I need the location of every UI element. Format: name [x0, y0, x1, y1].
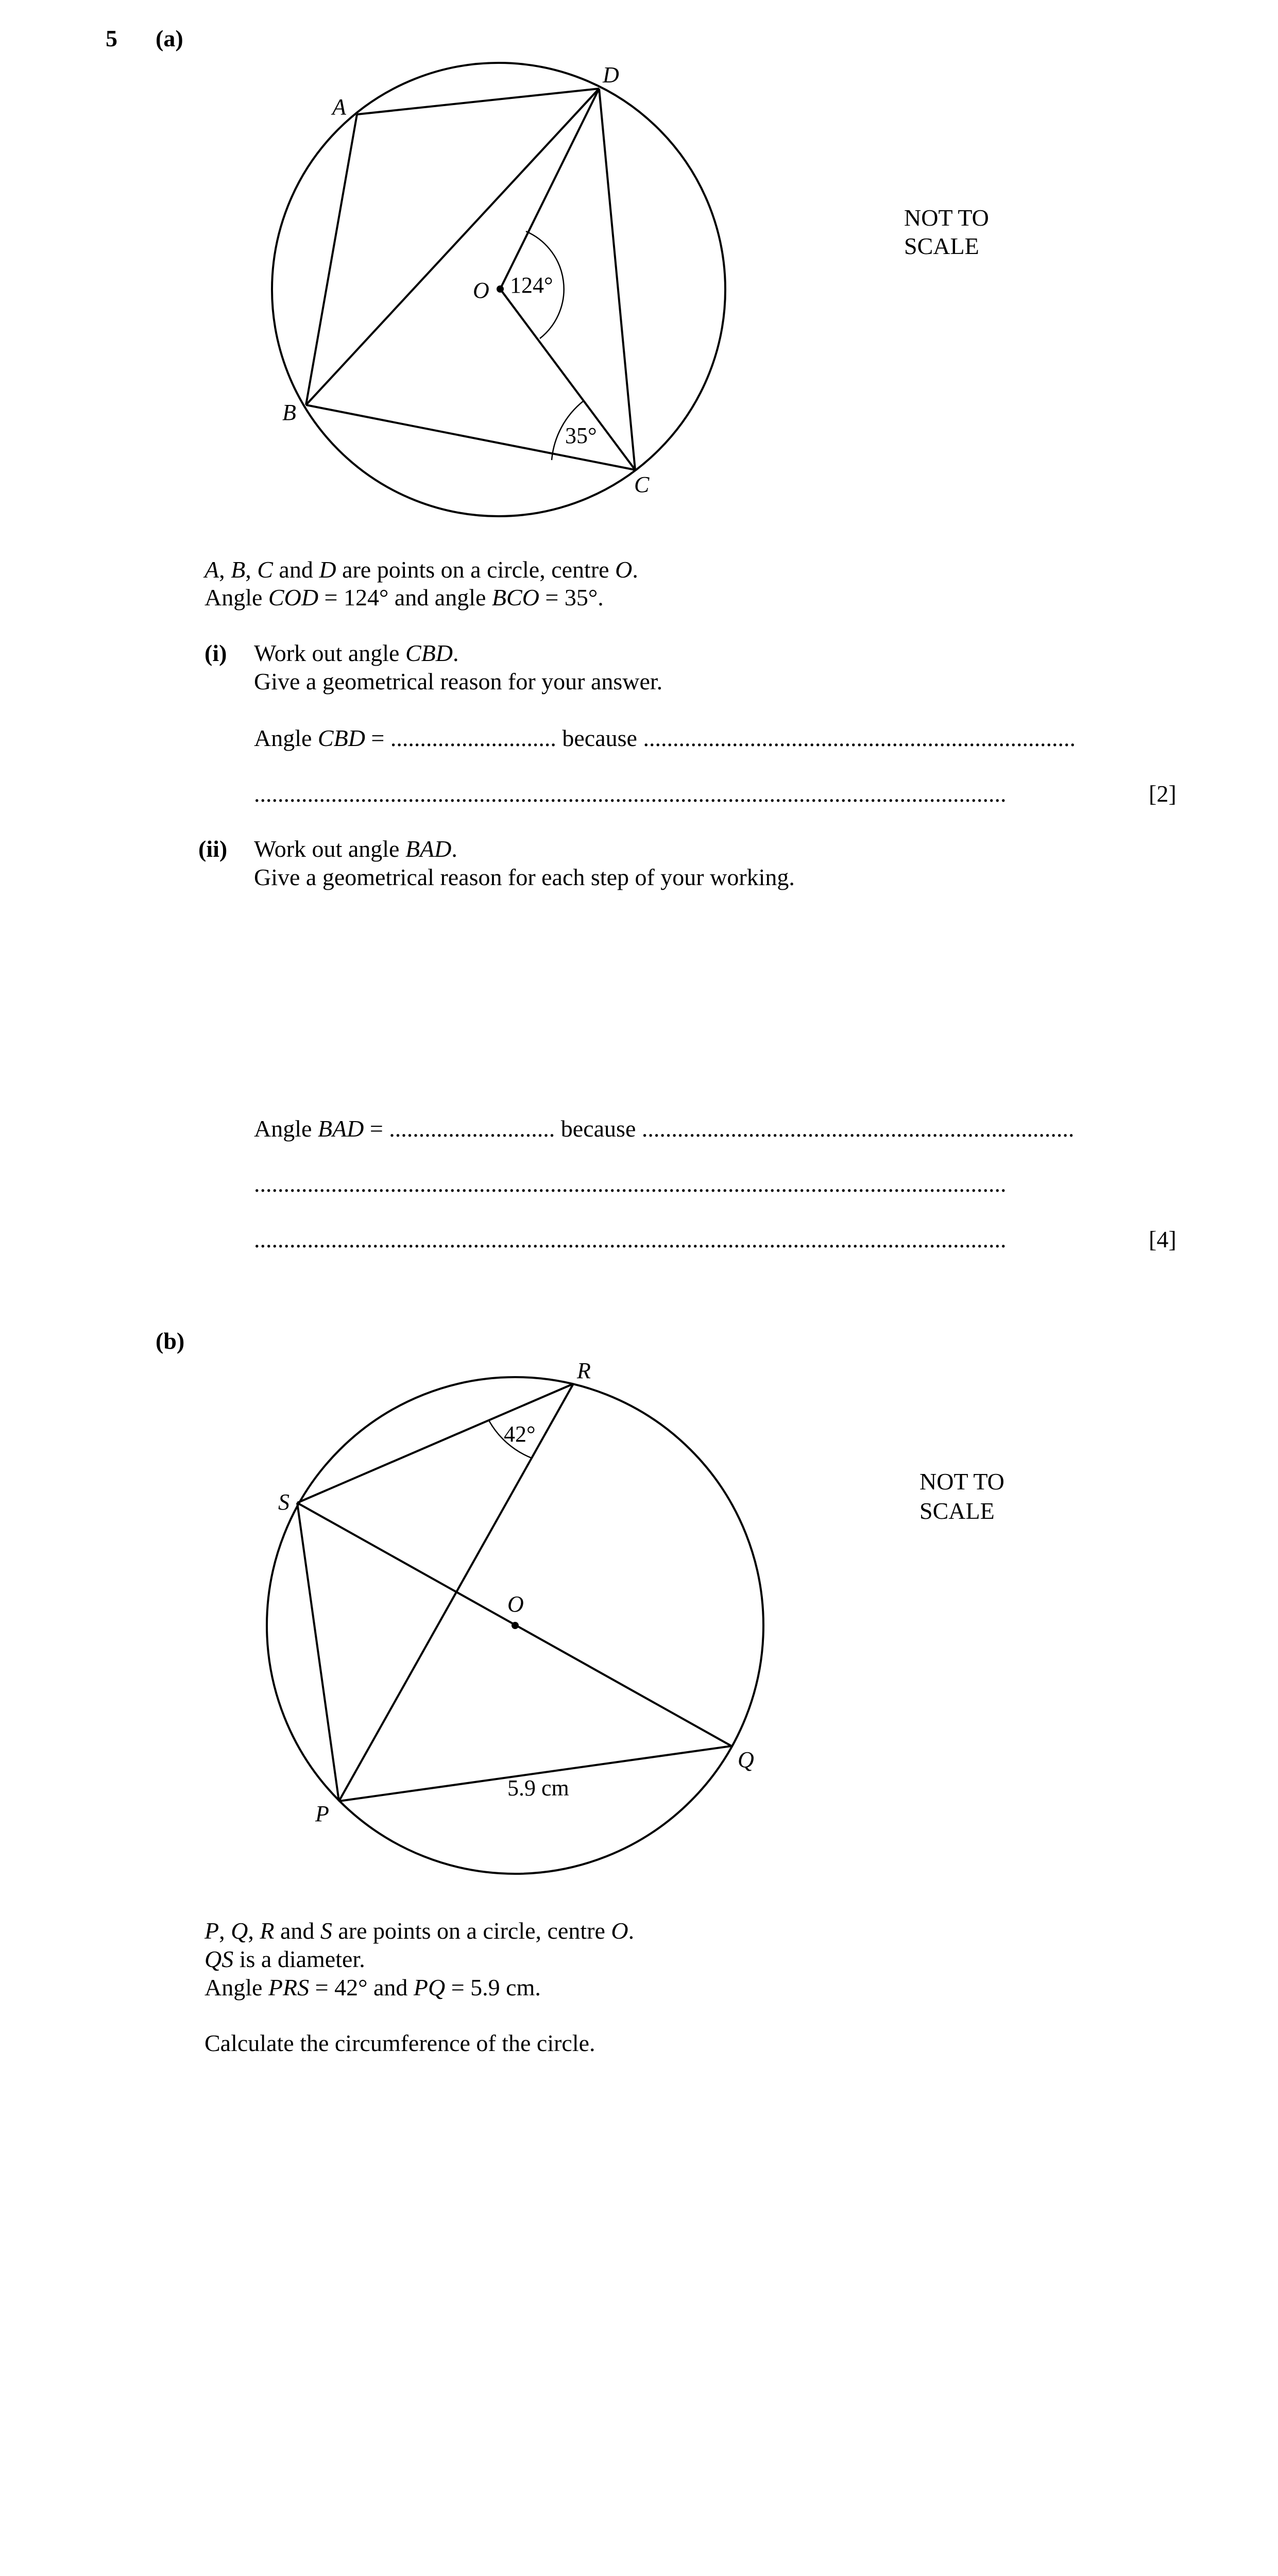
angle-bad-answer-field[interactable]: ............................ [389, 1115, 555, 1142]
not-to-scale-b-line1: NOT TO [919, 1468, 1004, 1495]
part-i-answer-line: Angle CBD = ............................ because ......................................................................... [254, 725, 1076, 751]
part-b-stem-line3: Angle PRS = 42° and PQ = 5.9 cm. [205, 1974, 541, 2001]
not-to-scale-b-line2: SCALE [919, 1498, 995, 1524]
centre-o-dot-b [512, 1622, 519, 1629]
part-b-instruction: Calculate the circumference of the circle. [205, 2030, 595, 2056]
part-i-line1: Work out angle CBD. [254, 640, 459, 666]
chord-rp [339, 1384, 573, 1801]
part-ii-answer-line: Angle BAD = ............................ because ......................................................................... [254, 1115, 1075, 1142]
radius-od [500, 89, 599, 289]
label-a: A [332, 94, 346, 120]
angle-cbd-answer-field[interactable]: ............................ [390, 725, 556, 751]
centre-o-dot [497, 285, 504, 293]
question-number: 5 [106, 25, 117, 52]
part-i-marks: [2] [1149, 781, 1177, 807]
angle-cod-label: 124° [510, 273, 553, 298]
pq-length-label: 5.9 cm [507, 1775, 569, 1801]
part-a-stem-line1: A, B, C and D are points on a circle, centre O. [205, 556, 638, 583]
angle-bad-reason-field[interactable]: ......................................................................... [641, 1115, 1075, 1142]
part-b-stem-line2: QS is a diameter. [205, 1946, 365, 1972]
part-ii-marks: [4] [1149, 1226, 1177, 1252]
part-i-line2: Give a geometrical reason for your answer. [254, 668, 663, 694]
part-i-reason-line2[interactable]: ............................................................................................................................... [254, 781, 1007, 807]
label-b: B [282, 400, 296, 425]
part-ii-line2: Give a geometrical reason for each step of your working. [254, 864, 795, 890]
chord-ad [357, 89, 599, 114]
part-i-label: (i) [205, 640, 227, 666]
figure-b [0, 1340, 1278, 1906]
part-b-stem-line1: P, Q, R and S are points on a circle, centre O. [205, 1918, 635, 1944]
angle-bco-label: 35° [565, 423, 597, 448]
not-to-scale-a-line2: SCALE [904, 233, 979, 259]
figure-a [0, 0, 1278, 546]
angle-cbd-reason-field[interactable]: ......................................................................... [643, 725, 1076, 751]
part-a-label: (a) [156, 25, 183, 52]
label-d: D [603, 62, 619, 88]
label-s: S [278, 1489, 289, 1515]
not-to-scale-a-line1: NOT TO [904, 205, 989, 231]
chord-bd [306, 89, 599, 405]
label-o-b: O [507, 1591, 524, 1617]
label-o: O [473, 278, 489, 303]
label-p: P [315, 1801, 329, 1826]
part-ii-reason-line2[interactable]: ............................................................................................................................... [254, 1171, 1007, 1197]
part-ii-line1: Work out angle BAD. [254, 836, 457, 862]
part-ii-reason-line3[interactable]: ............................................................................................................................... [254, 1226, 1007, 1252]
part-ii-label: (ii) [198, 836, 228, 862]
angle-prs-label: 42° [504, 1421, 536, 1447]
part-b-label: (b) [156, 1328, 185, 1354]
label-q: Q [738, 1747, 754, 1772]
chord-dc [599, 89, 635, 470]
part-a-stem-line2: Angle COD = 124° and angle BCO = 35°. [205, 584, 604, 611]
label-r: R [577, 1358, 591, 1383]
label-c: C [634, 472, 650, 497]
